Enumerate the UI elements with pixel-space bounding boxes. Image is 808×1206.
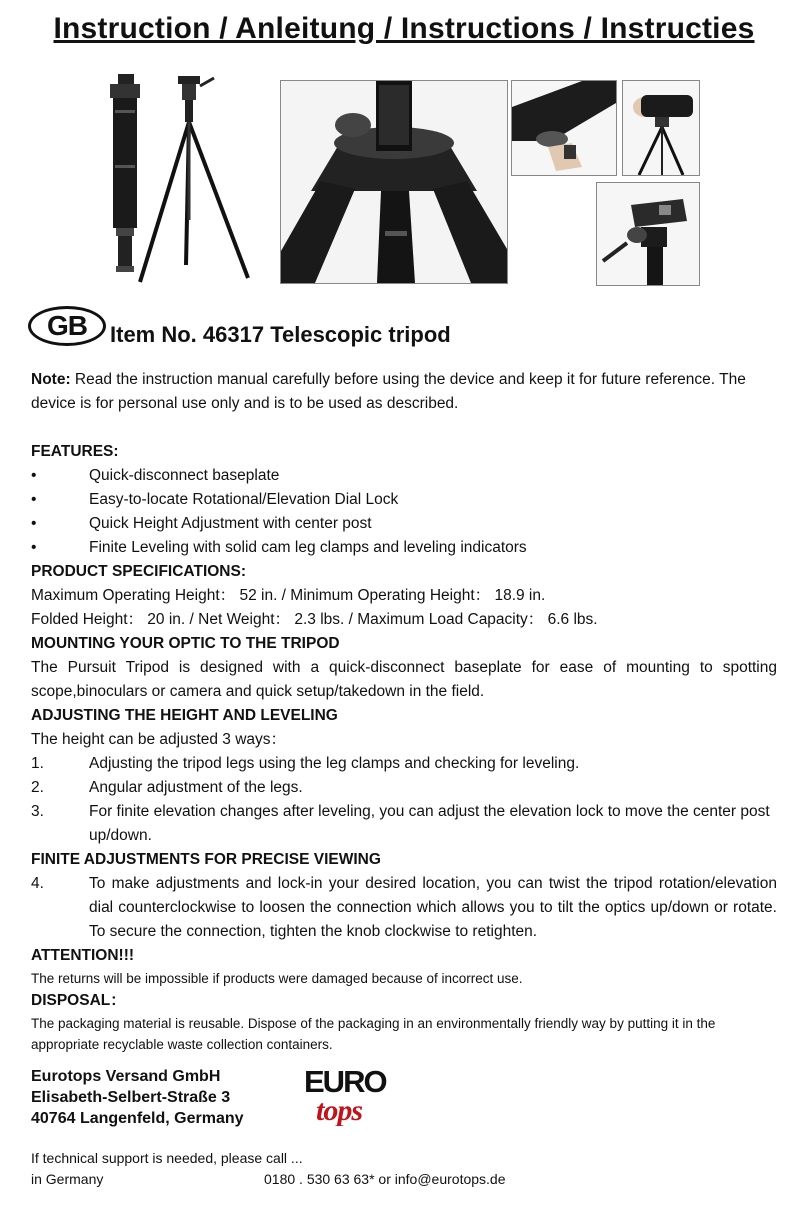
attention-text: The returns will be impossible if products were damaged because of incorrect use.	[31, 971, 523, 986]
company-name: Eurotops Versand GmbH	[31, 1068, 221, 1085]
company-street: Elisabeth-Selbert-Straße 3	[31, 1089, 231, 1106]
list-item: 4. To make adjustments and lock-in your desired location, you can twist the tripod rotation/elevation dial counterclockwise to loosen the connection which allows you to tilt the optics up/down or rotate. To secure the connection, tighten the knob clockwise to retighten.	[31, 875, 777, 940]
finite-heading: FINITE ADJUSTMENTS FOR PRECISE VIEWING	[31, 851, 381, 868]
bullet-mark: •	[31, 515, 37, 532]
list-item: • Easy-to-locate Rotational/Elevation Dial Lock	[31, 488, 777, 512]
tripod-head-photo	[596, 182, 700, 286]
list-item: • Quick Height Adjustment with center post	[31, 512, 777, 536]
specs-line: Maximum Operating Height： 52 in. / Minimum Operating Height： 18.9 in.	[31, 587, 546, 604]
list-item: • Finite Leveling with solid cam leg clamps and leveling indicators	[31, 536, 777, 560]
support-info	[31, 1148, 731, 1190]
eurotops-logo	[300, 1060, 394, 1126]
list-item: 2. Angular adjustment of the legs.	[31, 779, 303, 796]
company-address	[31, 1066, 244, 1129]
bullet-mark: •	[31, 467, 37, 484]
note-paragraph	[31, 368, 777, 416]
bullet-mark: •	[31, 539, 37, 556]
support-contact-row	[31, 1169, 731, 1190]
support-contact: 0180 . 530 63 63* or info@eurotops.de	[264, 1171, 506, 1187]
mounting-text: The Pursuit Tripod is designed with a quick-disconnect baseplate for ease of mounting to spotting scope,binoculars or camera and quick setup/takedown in the field.	[31, 659, 777, 700]
tripod-photo	[96, 70, 266, 288]
adjusting-intro: The height can be adjusted 3 ways：	[31, 731, 287, 748]
instructions-body	[31, 368, 777, 1055]
svg-text:EURO: EURO	[304, 1064, 386, 1099]
adjusting-heading: ADJUSTING THE HEIGHT AND LEVELING	[31, 707, 338, 724]
note-text: Read the instruction manual carefully before using the device and keep it for future reference. The device is for personal use only and is to be used as described.	[31, 371, 746, 412]
support-region: in Germany	[31, 1171, 104, 1187]
scope-mount-photo	[511, 80, 617, 176]
disposal-text: The packaging material is reusable. Dispose of the packaging in an environmentally friendly way by putting it in the appropriate recyclable waste collection containers.	[31, 1016, 716, 1052]
support-line: If technical support is needed, please call ...	[31, 1150, 303, 1166]
specs-line: Folded Height： 20 in. / Net Weight： 2.3 lbs. / Maximum Load Capacity： 6.6 lbs.	[31, 611, 598, 628]
svg-text:tops: tops	[316, 1094, 363, 1126]
features-heading: FEATURES:	[31, 443, 119, 460]
bullet-mark: •	[31, 491, 37, 508]
page-title: Instruction / Anleitung / Instructions / Instructies	[53, 12, 755, 45]
disposal-heading: DISPOSAL：	[31, 992, 126, 1009]
mounting-heading: MOUNTING YOUR OPTIC TO THE TRIPOD	[31, 635, 340, 652]
leg-clamp-photo	[280, 80, 508, 284]
company-city: 40764 Langenfeld, Germany	[31, 1110, 244, 1127]
attention-heading: ATTENTION!!!	[31, 947, 135, 964]
country-badge: GB	[28, 306, 106, 346]
list-item: 1. Adjusting the tripod legs using the leg clamps and checking for leveling.	[31, 755, 580, 772]
note-label: Note:	[31, 371, 71, 388]
scope-on-tripod-photo	[622, 80, 700, 176]
specs-heading: PRODUCT SPECIFICATIONS:	[31, 563, 246, 580]
list-item: 3. For finite elevation changes after leveling, you can adjust the elevation lock to move the center post up/down.	[31, 803, 770, 844]
item-title: Item No. 46317 Telescopic tripod	[110, 322, 451, 347]
list-item: • Quick-disconnect baseplate	[31, 464, 777, 488]
